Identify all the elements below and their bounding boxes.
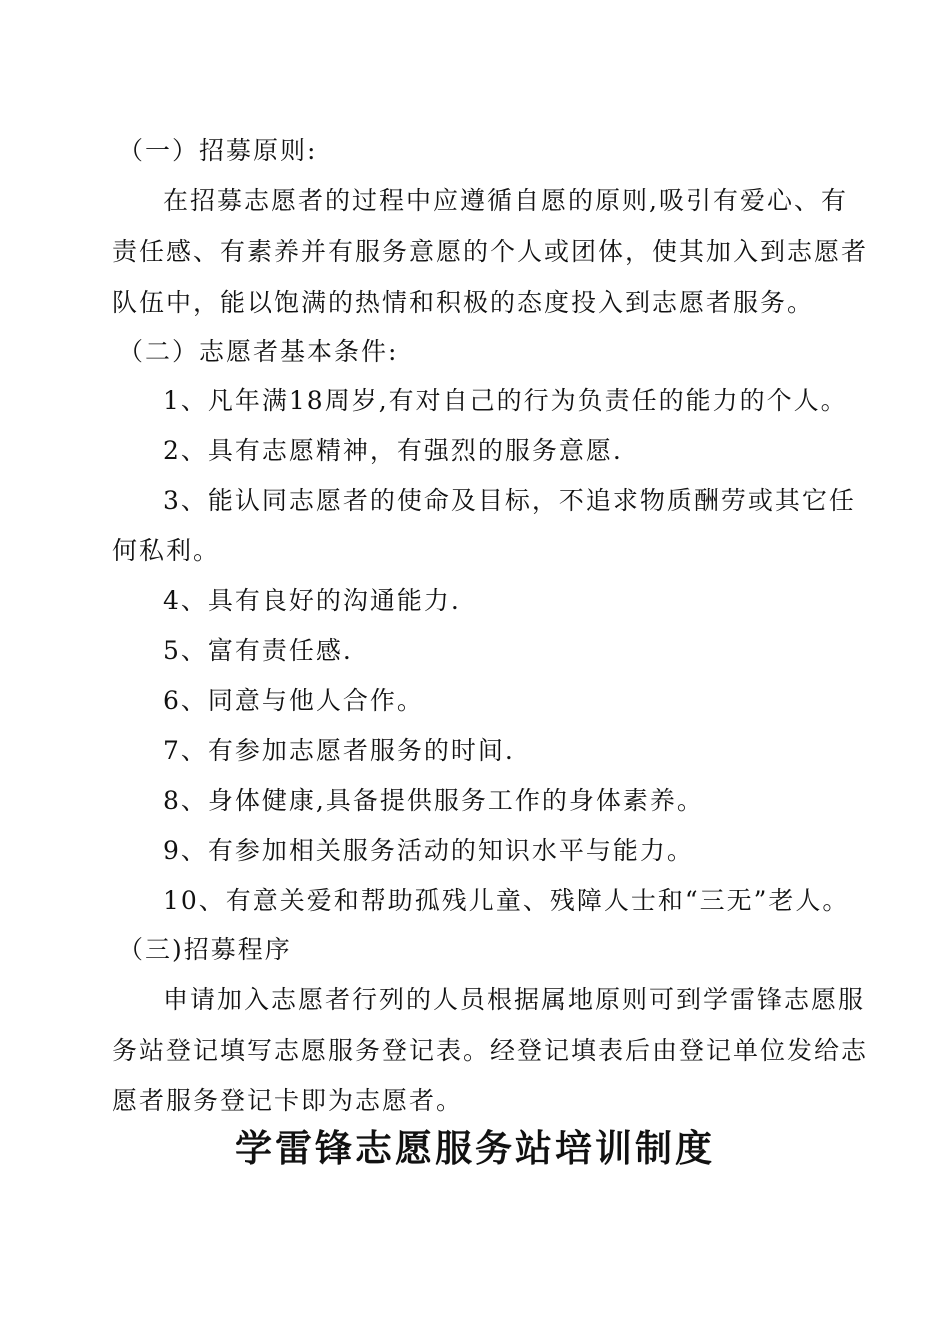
section-heading-procedure: （三)招募程序 — [118, 935, 292, 964]
document-title: 学雷锋志愿服务站培训制度 — [235, 1127, 715, 1170]
paragraph-line: 务站登记填写志愿服务登记表。经登记填表后由登记单位发给志 — [112, 1036, 869, 1065]
condition-item: 3、能认同志愿者的使命及目标，不追求物质酬劳或其它任 — [163, 486, 856, 515]
paragraph-line: 责任感、有素养并有服务意愿的个人或团体，使其加入到志愿者 — [112, 237, 869, 266]
paragraph-line: 在招募志愿者的过程中应遵循自愿的原则,吸引有爱心、有 — [163, 186, 848, 215]
condition-item: 6、同意与他人合作。 — [163, 686, 424, 715]
condition-item: 2、具有志愿精神，有强烈的服务意愿. — [163, 436, 623, 465]
condition-item: 10、有意关爱和帮助孤残儿童、残障人士和“三无”老人。 — [163, 886, 850, 915]
condition-item: 1、凡年满18周岁,有对自己的行为负责任的能力的个人。 — [163, 386, 848, 415]
condition-item: 9、有参加相关服务活动的知识水平与能力。 — [163, 836, 694, 865]
section-heading-conditions: （二）志愿者基本条件: — [118, 337, 399, 366]
condition-item-continuation: 何私利。 — [112, 536, 221, 565]
paragraph-line: 队伍中，能以饱满的热情和积极的态度投入到志愿者服务。 — [112, 288, 815, 317]
condition-item: 7、有参加志愿者服务的时间. — [163, 736, 515, 765]
condition-item: 4、具有良好的沟通能力. — [163, 586, 461, 615]
paragraph-line: 愿者服务登记卡即为志愿者。 — [112, 1086, 464, 1115]
paragraph-line: 申请加入志愿者行列的人员根据属地原则可到学雷锋志愿服 — [163, 985, 866, 1014]
condition-item: 5、富有责任感. — [163, 636, 353, 665]
section-heading-principle: （一）招募原则: — [118, 136, 318, 165]
condition-item: 8、身体健康,具备提供服务工作的身体素养。 — [163, 786, 704, 815]
